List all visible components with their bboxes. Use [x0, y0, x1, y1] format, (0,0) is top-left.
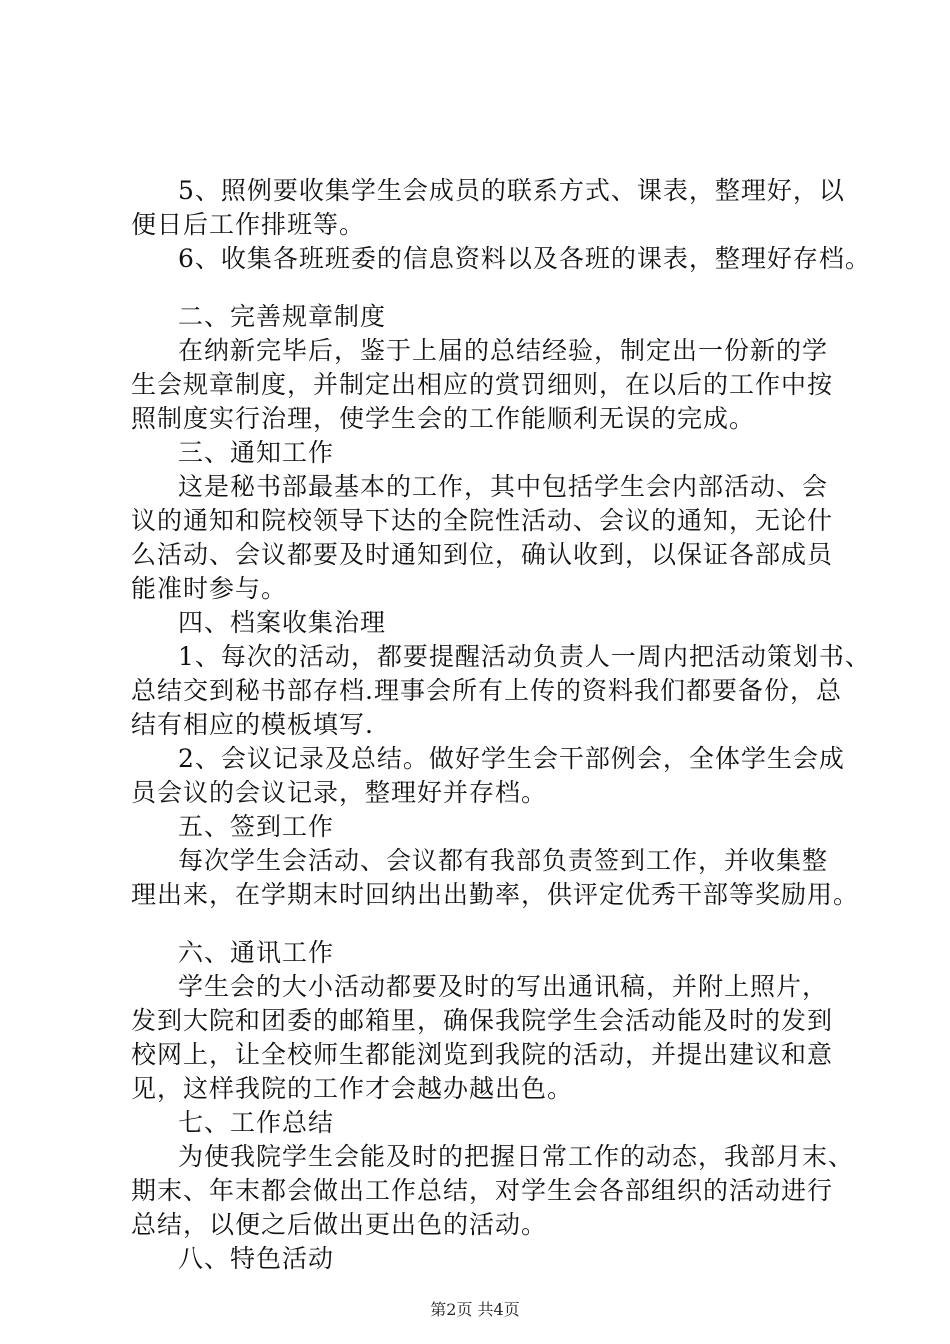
text-line: 1、每次的活动，都要提醒活动负责人一周内把活动策划书、	[178, 642, 871, 671]
text-line: 便日后工作排班等。	[131, 210, 366, 239]
section-heading: 四、档案收集治理	[178, 608, 387, 637]
section-heading: 三、通知工作	[178, 438, 335, 467]
text-line: 校网上，让全校师生都能浏览到我院的活动，并提出建议和意	[131, 1040, 834, 1069]
text-line: 在纳新完毕后，鉴于上届的总结经验，制定出一份新的学	[178, 336, 829, 365]
section-heading: 五、签到工作	[178, 812, 335, 841]
section-heading: 八、特色活动	[178, 1244, 335, 1273]
text-line: 议的通知和院校领导下达的全院性活动、会议的通知，无论什	[131, 506, 834, 535]
text-line: 发到大院和团委的邮箱里，确保我院学生会活动能及时的发到	[131, 1006, 834, 1035]
page-footer: 第2页 共4页	[430, 1300, 520, 1319]
text-line: 每次学生会活动、会议都有我部负责签到工作，并收集整	[178, 846, 829, 875]
text-line: 结有相应的模板填写.	[131, 710, 374, 739]
text-line: 这是秘书部最基本的工作，其中包括学生会内部活动、会	[178, 472, 829, 501]
text-line: 生会规章制度，并制定出相应的赏罚细则，在以后的工作中按	[131, 370, 834, 399]
text-line: 总结交到秘书部存档.理事会所有上传的资料我们都要备份，总	[131, 676, 842, 705]
text-line: 么活动、会议都要及时通知到位，确认收到，以保证各部成员	[131, 540, 834, 569]
text-line: 2、会议记录及总结。做好学生会干部例会，全体学生会成	[178, 744, 845, 773]
section-heading: 六、通讯工作	[178, 938, 335, 967]
text-line: 学生会的大小活动都要及时的写出通讯稿，并附上照片，	[178, 972, 829, 1001]
text-line: 能准时参与。	[131, 574, 288, 603]
text-line: 见，这样我院的工作才会越办越出色。	[131, 1074, 574, 1103]
text-line: 5、照例要收集学生会成员的联系方式、课表，整理好，以	[178, 176, 845, 205]
text-line: 总结，以便之后做出更出色的活动。	[131, 1210, 548, 1239]
text-line: 理出来，在学期末时回纳出出勤率，供评定优秀干部等奖励用。	[131, 880, 860, 909]
text-line: 员会议的会议记录，整理好并存档。	[131, 778, 548, 807]
text-line: 为使我院学生会能及时的把握日常工作的动态，我部月末、	[178, 1142, 855, 1171]
text-line: 期末、年末都会做出工作总结，对学生会各部组织的活动进行	[131, 1176, 834, 1205]
text-line: 照制度实行治理，使学生会的工作能顺利无误的完成。	[131, 404, 756, 433]
text-line: 6、收集各班班委的信息资料以及各班的课表，整理好存档。	[178, 244, 871, 273]
section-heading: 七、工作总结	[178, 1108, 335, 1137]
section-heading: 二、完善规章制度	[178, 302, 387, 331]
